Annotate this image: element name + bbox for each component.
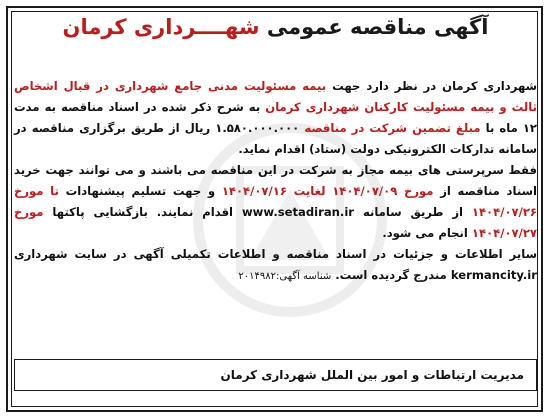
p1-insurance-subject: بیمه مسئولیت مدنی جامع شهرداری در قبال اشخاص ثالث و بیمه مسئولیت کارکنان شهرداری کرمان [14, 79, 537, 114]
p2-text-1: فقط سرپرستی های بیمه مجاز به شرکت در این مناقصه می باشند و می توانند جهت خرید اسناد مناقصه از [14, 163, 537, 198]
notice-id: شناسه آگهی:۲۰۱۴۹۸۲ [238, 271, 332, 282]
footer-signature-box [14, 359, 537, 391]
p3-text-1: سایر اطلاعات و جزئیات در اسناد مناقصه و اطلاعات تکمیلی آگهی در سایت شهرداری [14, 247, 537, 261]
paragraph-tender-subject [14, 76, 537, 160]
p1-guarantee-label: مبلغ تضمین شرکت در مناقصه [304, 121, 481, 135]
p2-text-5: انجام می شود. [382, 226, 468, 240]
p2-opening-date: مورخ ۱۴۰۴/۰۷/۲۷ [14, 205, 537, 240]
p2-submission-deadline: تا مورخ ۱۴۰۴/۰۷/۲۶ [14, 184, 537, 219]
p1-text-1: شهرداری کرمان در نظر دارد جهت [332, 79, 537, 93]
p1-text-3: ۱.۵۸۰.۰۰۰.۰۰۰ ریال از طریق برگزاری مناقصه در سامانه تدارکات الکترونیکی دولت (ستاد) اقدام نماید. [14, 121, 537, 156]
p2-purchase-dates: مورخ ۱۴۰۴/۰۷/۰۹ لغایت ۱۴۰۴/۰۷/۱۶ [221, 184, 434, 198]
setad-website-link[interactable]: www.setadiran.ir [241, 205, 355, 219]
p1-text-2: به شرح ذکر شده در اسناد مناقصه به مدت ۱۲ ماه با [14, 100, 537, 135]
title-part-1: آگهی مناقصه عمومی [266, 15, 489, 39]
kermancity-website-link[interactable]: kermancity.ir [450, 268, 537, 282]
p2-text-2: و جهت تسلیم پیشنهادات [65, 184, 216, 198]
p2-text-4: اقدام نمایند. بازگشایی پاکتها [52, 205, 234, 219]
notice-body [14, 76, 537, 287]
paragraph-participation [14, 160, 537, 244]
p3-text-2: مندرج گردیده است. [335, 268, 447, 282]
paragraph-more-info [14, 244, 537, 287]
footer-signature: مدیریت ارتباطات و امور بین الملل شهرداری کرمان [220, 368, 524, 382]
p2-text-3: از طریق سامانه [362, 205, 463, 219]
notice-title [0, 14, 551, 40]
title-part-2: شهــــرداری کرمان [62, 15, 260, 39]
